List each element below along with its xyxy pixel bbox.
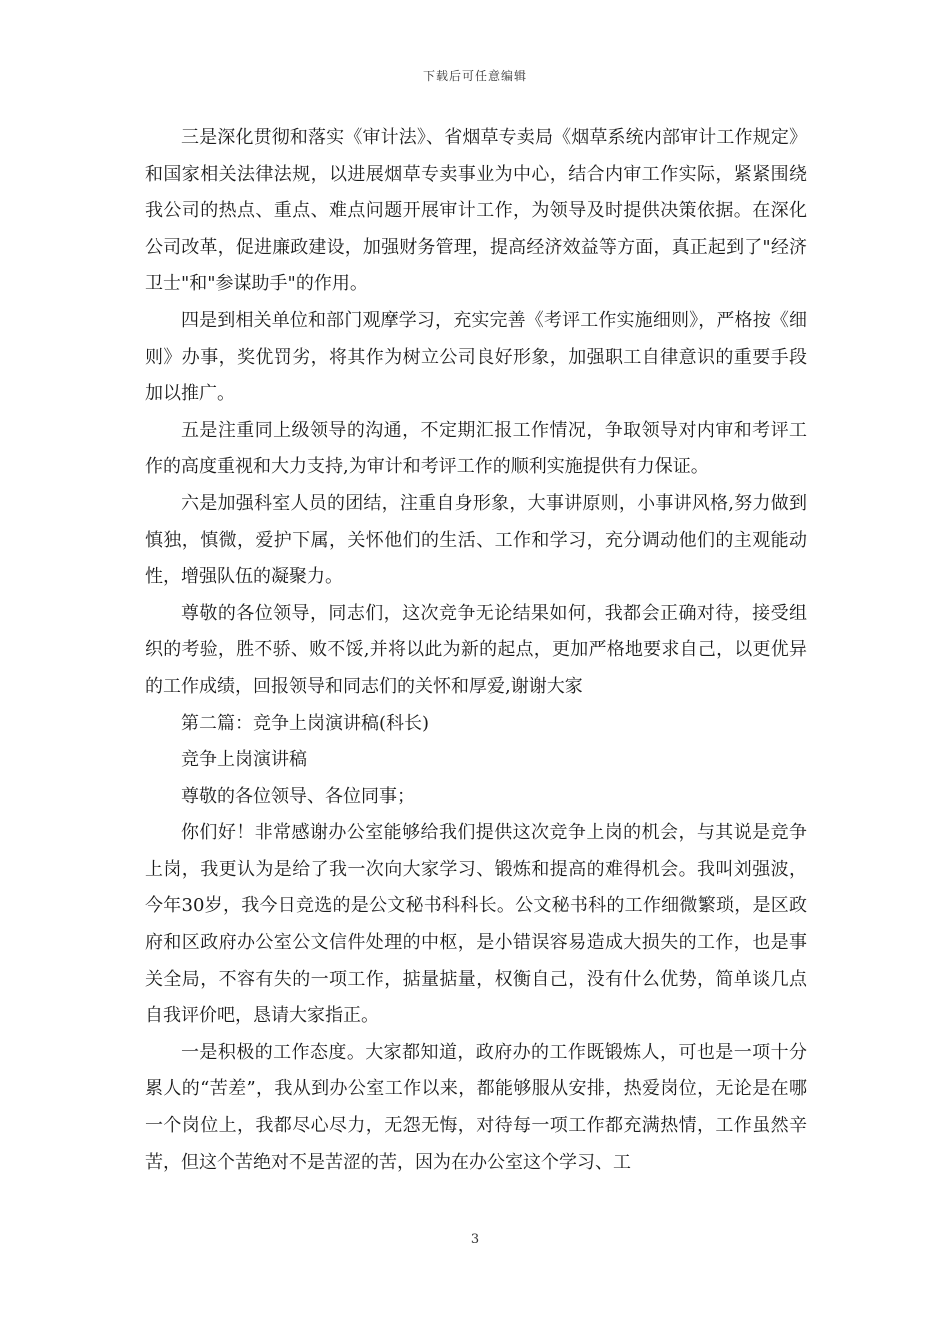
page-number: 3	[470, 1232, 480, 1247]
paragraph: 三是深化贯彻和落实《审计法》、省烟草专卖局《烟草系统内部审计工作规定》和国家相关法律法规，以进展烟草专卖事业为中心，结合内审工作实际，紧紧围绕我公司的热点、重点、难点问题开展审计工作，为领导及时提供决策依据。在深化公司改革，促进廉政建设，加强财务管理，提高经济效益等方面，真正起到了"经济卫士"和"参谋助手"的作用。	[145, 127, 807, 295]
section-title: 第二篇：竞争上岗演讲稿(科长)	[181, 712, 430, 734]
paragraph: 一是积极的工作态度。大家都知道，政府办的工作既锻炼人，可也是一项十分累人的“苦差”，我从到办公室工作以来，都能够服从安排，热爱岗位，无论是在哪一个岗位上，我都尽心尽力，无怨无悔，对待每一项工作都充满热情，工作虽然辛苦，但这个苦绝对不是苦涩的苦，因为在办公室这个学习、工	[145, 1041, 807, 1173]
paragraph: 尊敬的各位领导，同志们，这次竞争无论结果如何，我都会正确对待，接受组织的考验，胜不骄、败不馁,并将以此为新的起点，更加严格地要求自己，以更优异的工作成绩，回报领导和同志们的关怀和厚爱,谢谢大家	[145, 602, 807, 697]
paragraph: 四是到相关单位和部门观摩学习，充实完善《考评工作实施细则》，严格按《细则》办事，奖优罚劣，将其作为树立公司良好形象，加强职工自律意识的重要手段加以推广。	[145, 309, 807, 405]
paragraph: 五是注重同上级领导的沟通，不定期汇报工作情况，争取领导对内审和考评工作的高度重视和大力支持,为审计和考评工作的顺利实施提供有力保证。	[145, 419, 807, 478]
paragraph: 你们好！非常感谢办公室能够给我们提供这次竞争上岗的机会，与其说是竞争上岗，我更认为是给了我一次向大家学习、锻炼和提高的难得机会。我叫刘强波，今年30岁，我今日竞选的是公文秘书科科长。公文秘书科的工作细微繁琐，是区政府和区政府办公室公文信件处理的中枢，是小错误容易造成大损失的工作，也是事关全局，不容有失的一项工作，掂量掂量，权衡自己，没有什么优势，简单谈几点自我评价吧，恳请大家指正。	[145, 822, 807, 1027]
page-header: 下载后可任意编辑	[422, 69, 527, 83]
salutation: 尊敬的各位领导、各位同事；	[181, 785, 415, 807]
paragraph: 六是加强科室人员的团结，注重自身形象，大事讲原则，小事讲风格,努力做到慎独，慎微，爱护下属，关怀他们的生活、工作和学习，充分调动他们的主观能动性，增强队伍的凝聚力。	[145, 492, 807, 588]
speech-title: 竞争上岗演讲稿	[181, 749, 307, 771]
document-body	[145, 120, 807, 1181]
